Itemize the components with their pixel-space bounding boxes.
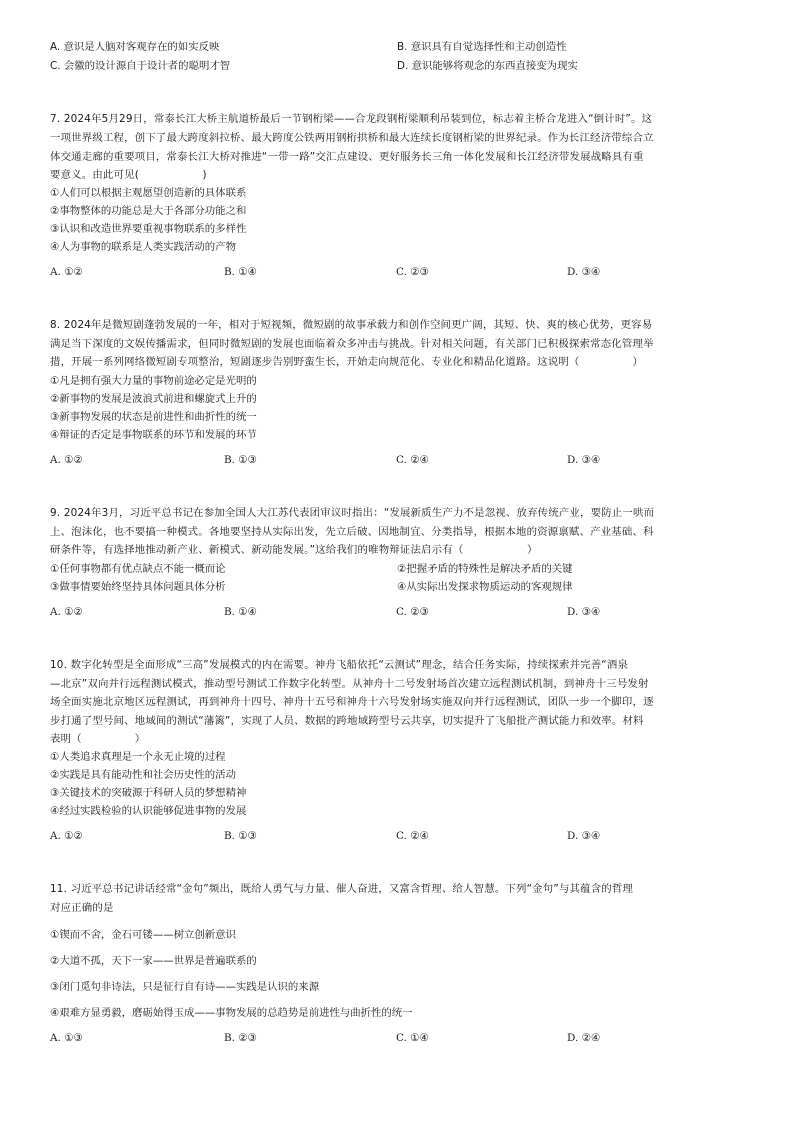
q6-option-c: C. 会徽的设计源自于设计者的聪明才智	[50, 60, 231, 72]
q11-option-d: D. ②④	[567, 1032, 601, 1044]
q10-option-d: D. ③④	[567, 830, 601, 842]
q11-item-4: ④艰难方显勇毅，磨砺始得玉成——事物发展的总趋势是前进性与曲折性的统一	[50, 1007, 413, 1019]
q8-option-a: A. ①②	[50, 454, 83, 466]
q10-item-4: ④经过实践检验的认识能够促进事物的发展	[50, 805, 247, 817]
q7-stem-line-2: 一项世界级工程，创下了最大跨度斜拉桥、最大跨度公铁两用钢桁拱桥和最大连续长度钢桁梁的世界纪录。作为长江经济带综合立	[50, 132, 654, 144]
q7-option-a: A. ①②	[50, 266, 83, 278]
q8-option-d: D. ③④	[567, 454, 601, 466]
q8-option-b: B. ①③	[224, 454, 257, 466]
q10-stem-line-5: 表明（ ）	[50, 733, 146, 745]
q8-option-c: C. ②④	[396, 454, 429, 466]
q9-stem-line-2: 上、泡沫化，也不要搞一种模式。各地要坚持从实际出发，先立后破、因地制宜、分类指导，根据本地的资源禀赋、产业基础、科	[50, 526, 654, 538]
q10-option-a: A. ①②	[50, 830, 83, 842]
q7-item-4: ④人为事物的联系是人类实践活动的产物	[50, 241, 236, 253]
q10-option-b: B. ①③	[224, 830, 257, 842]
q8-item-2: ②新事物的发展是波浪式前进和螺旋式上升的	[50, 393, 257, 405]
q8-stem-line-2: 满足当下深度的文娱传播需求，但同时微短剧的发展也面临着众多冲击与挑战。针对相关问题，有关部门已积极探索常态化管理举	[50, 338, 654, 350]
q7-option-c: C. ②③	[396, 266, 429, 278]
q10-stem-line-1: 10. 数字化转型是全面形成“三高”发展模式的内在需要。神舟飞船依托“云测试”理念，结合任务实际，持续探索并完善“酒泉	[50, 659, 629, 671]
q9-option-c: C. ②③	[396, 606, 429, 618]
q11-item-3: ③闭门觅句非诗法，只是征行自有诗——实践是认识的来源	[50, 981, 320, 993]
q10-stem-line-4: 步打通了型号间、地域间的测试“藩篱”，实现了人员、数据的跨地域跨型号云共享，切实提升了飞船批产测试能力和效率。材料	[50, 715, 644, 727]
q7-stem-line-4: 要意义。由此可见( )	[50, 169, 207, 181]
q9-item-1: ①任何事物都有优点缺点不能一概而论	[50, 563, 226, 575]
q9-stem-line-1: 9. 2024年3月，习近平总书记在参加全国人大江苏代表团审议时指出：“发展新质生产力不是忽视、放弃传统产业，要防止一哄而	[50, 507, 655, 519]
q7-item-3: ③认识和改造世界要重视事物联系的多样性	[50, 223, 247, 235]
q8-item-4: ④辩证的否定是事物联系的环节和发展的环节	[50, 429, 257, 441]
q8-stem-line-1: 8. 2024年是微短剧蓬勃发展的一年，相对于短视频，微短剧的故事承载力和创作空间更广阔，其短、快、爽的核心优势，更容易	[50, 319, 653, 331]
q7-stem-line-1: 7. 2024年5月29日，常泰长江大桥主航道桥最后一节钢桁梁——合龙段钢桁梁顺利吊装到位，标志着主桥合龙进入“倒计时”。这	[50, 113, 653, 125]
q8-item-3: ③新事物发展的状态是前进性和曲折性的统一	[50, 411, 257, 423]
q11-option-c: C. ①④	[396, 1032, 429, 1044]
q9-item-4: ④从实际出发探求物质运动的客观规律	[397, 581, 573, 593]
q10-item-2: ②实践是具有能动性和社会历史性的活动	[50, 769, 236, 781]
q7-stem-line-3: 体交通走廊的重要项目，常泰长江大桥对推进“一带一路”交汇点建设、更好服务长三角一体化发展和长江经济带发展战略具有重	[50, 151, 644, 163]
q7-item-1: ①人们可以根据主观愿望创造新的具体联系	[50, 187, 247, 199]
q10-item-3: ③关键技术的突破源于科研人员的梦想精神	[50, 787, 247, 799]
q11-option-b: B. ②③	[224, 1032, 257, 1044]
q6-option-b: B. 意识具有自觉选择性和主动创造性	[397, 41, 567, 53]
q11-item-2: ②大道不孤，天下一家——世界是普遍联系的	[50, 955, 257, 967]
q7-option-b: B. ①④	[224, 266, 257, 278]
q8-item-1: ①凡是拥有强大力量的事物前途必定是光明的	[50, 375, 257, 387]
q11-item-1: ①锲而不舍，金石可镂——树立创新意识	[50, 929, 236, 941]
q11-stem-line-2: 对应正确的是	[50, 902, 114, 914]
q6-option-d: D. 意识能够将观念的东西直接变为现实	[397, 60, 578, 72]
q10-option-c: C. ②④	[396, 830, 429, 842]
q10-stem-line-2: —北京”双向并行远程测试模式，推动型号测试工作数字化转型。从神舟十二号发射场首次建立远程测试机制，到神舟十三号发射	[50, 678, 649, 690]
q10-stem-line-3: 场全面实施北京地区远程测试，再到神舟十四号、神舟十五号和神舟十六号发射场实施双向并行远程测试，团队一步一个脚印，逐	[50, 696, 654, 708]
q7-option-d: D. ③④	[567, 266, 601, 278]
q11-stem-line-1: 11. 习近平总书记讲话经常“金句”频出，既给人勇气与力量、催人奋进，又富含哲理、给人智慧。下列“金句”与其蕴含的哲理	[50, 883, 634, 895]
q9-option-b: B. ①④	[224, 606, 257, 618]
q11-option-a: A. ①③	[50, 1032, 83, 1044]
q10-item-1: ①人类追求真理是一个永无止境的过程	[50, 751, 226, 763]
q6-option-a: A. 意识是人脑对客观存在的如实反映	[50, 41, 220, 53]
q9-option-d: D. ③④	[567, 606, 601, 618]
q8-stem-line-3: 措，开展一系列网络微短剧专项整治，短剧逐步告别野蛮生长，开始走向规范化、专业化和精品化道路。这说明（ ）	[50, 356, 644, 368]
q9-stem-line-3: 研条件等，有选择地推动新产业、新模式、新动能发展。”这给我们的唯物辩证法启示有（ ）	[50, 544, 538, 556]
q9-item-3: ③做事情要始终坚持具体问题具体分析	[50, 581, 226, 593]
q9-item-2: ②把握矛盾的特殊性是解决矛盾的关键	[397, 563, 573, 575]
q7-item-2: ②事物整体的功能总是大于各部分功能之和	[50, 205, 247, 217]
q9-option-a: A. ①②	[50, 606, 83, 618]
